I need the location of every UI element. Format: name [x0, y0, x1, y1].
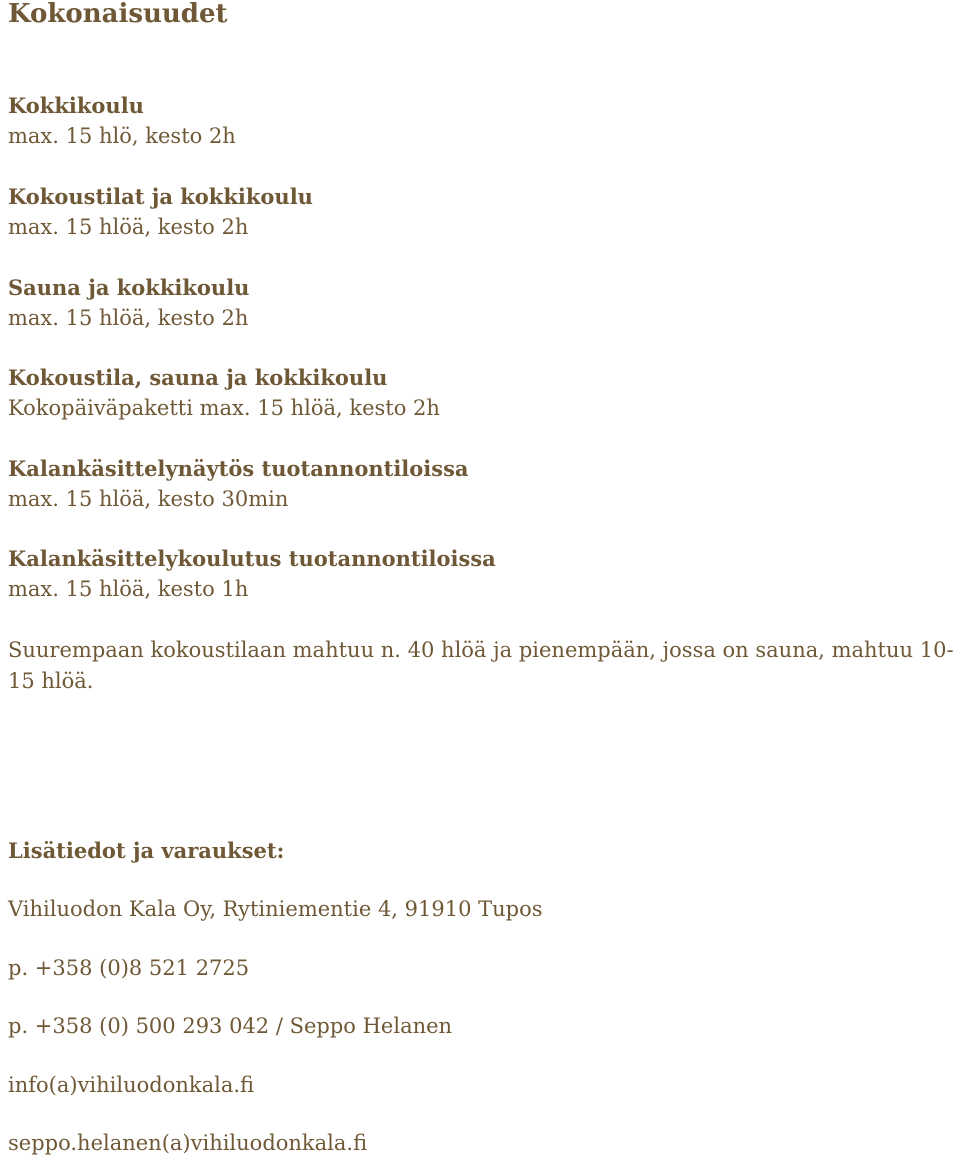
package-name: Kokkikoulu	[8, 93, 144, 118]
package-name: Kalankäsittelykoulutus tuotannontiloissa	[8, 546, 496, 571]
contact-phone-main: p. +358 (0)8 521 2725	[8, 956, 250, 980]
package-name: Sauna ja kokkikoulu	[8, 275, 250, 300]
package-kalankasittelynaytos	[8, 453, 956, 515]
contact-address: Vihiluodon Kala Oy, Rytiniementie 4, 91910 Tupos	[8, 897, 543, 921]
package-detail: Kokopäiväpaketti max. 15 hlöä, kesto 2h	[8, 396, 440, 420]
package-detail: max. 15 hlöä, kesto 2h	[8, 306, 249, 330]
package-kokoustilat-ja-kokkikoulu	[8, 181, 956, 243]
package-detail: max. 15 hlöä, kesto 1h	[8, 577, 249, 601]
package-detail: max. 15 hlöä, kesto 30min	[8, 487, 289, 511]
contact-heading: Lisätiedot ja varaukset:	[8, 838, 285, 863]
package-name: Kokoustila, sauna ja kokkikoulu	[8, 365, 388, 390]
package-detail: max. 15 hlöä, kesto 2h	[8, 215, 249, 239]
contact-email-seppo: seppo.helanen(a)vihiluodonkala.fi	[8, 1131, 368, 1155]
package-sauna-ja-kokkikoulu	[8, 272, 956, 334]
contact-email-info: info(a)vihiluodonkala.fi	[8, 1073, 255, 1097]
contact-phone-seppo: p. +358 (0) 500 293 042 / Seppo Helanen	[8, 1014, 453, 1038]
package-kalankasittelykoulutus	[8, 543, 956, 605]
package-kokkikoulu	[8, 90, 956, 152]
page-title: Kokonaisuudet	[8, 0, 228, 29]
package-detail: max. 15 hlö, kesto 2h	[8, 124, 236, 148]
capacity-note: Suurempaan kokoustilaan mahtuu n. 40 hlöä ja pienempään, jossa on sauna, mahtuu 10-15 hlöä.	[8, 638, 954, 693]
package-name: Kokoustilat ja kokkikoulu	[8, 184, 313, 209]
package-kokoustila-sauna-ja-kokkikoulu	[8, 362, 956, 424]
package-name: Kalankäsittelynäytös tuotannontiloissa	[8, 456, 469, 481]
